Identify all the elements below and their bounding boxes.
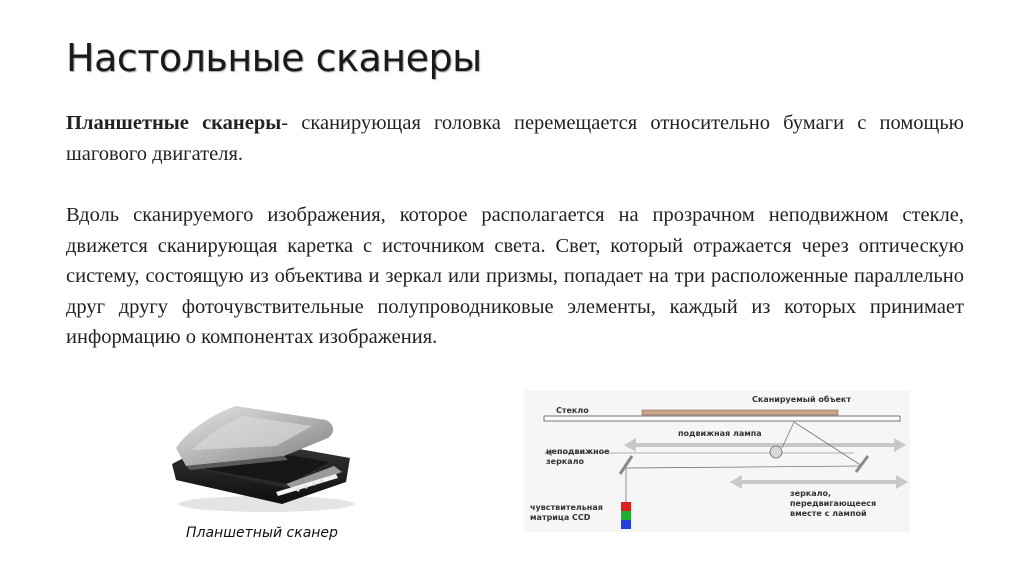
term-flatbed-scanners: Планшетные сканеры	[66, 112, 282, 134]
label-scanned-object: Сканируемый объект	[752, 395, 851, 404]
ccd-green-cell	[621, 511, 631, 520]
label-glass: Стекло	[556, 406, 589, 415]
ccd-red-cell	[621, 502, 631, 511]
label-moving-mirror-line3: вместе с лампой	[790, 509, 867, 518]
glass-plate	[544, 416, 900, 421]
lamp-icon	[770, 446, 782, 458]
paragraph-scanning-process: Вдоль сканируемого изображения, которое располагается на прозрачном неподвижном стекле, движется сканирующая каретка с источником света. Свет, который отражается через оптическую систему, состоящую из объектива и зеркал или призмы, попадает на три расположенные параллельно друг другу фоточувствительные полупроводниковые элементы, каждый из которых принимает информацию о компонентах изображения.	[66, 204, 964, 348]
label-ccd-line2: матрица CCD	[530, 513, 591, 522]
paragraph-flatbed-definition	[66, 108, 964, 169]
slide-title: Настольные сканеры	[66, 36, 482, 80]
scanner-optics-diagram	[524, 390, 910, 532]
definition-text: - сканирующая головка перемещается относительно бумаги с помощью шагового двигателя.	[66, 112, 964, 165]
label-fixed-mirror-line2: зеркало	[546, 457, 584, 466]
flatbed-scanner-image	[166, 396, 356, 514]
scanned-object-strip	[642, 410, 838, 415]
label-fixed-mirror-line1: неподвижное	[546, 447, 610, 456]
label-moving-mirror-line1: зеркало,	[790, 489, 832, 498]
label-moving-mirror-line2: передвигающееся	[790, 499, 877, 508]
ccd-blue-cell	[621, 520, 631, 529]
scanner-image-caption: Планшетный сканер	[186, 525, 338, 541]
label-ccd-line1: чувствительная	[530, 503, 603, 512]
label-moving-lamp: подвижная лампа	[678, 429, 762, 438]
